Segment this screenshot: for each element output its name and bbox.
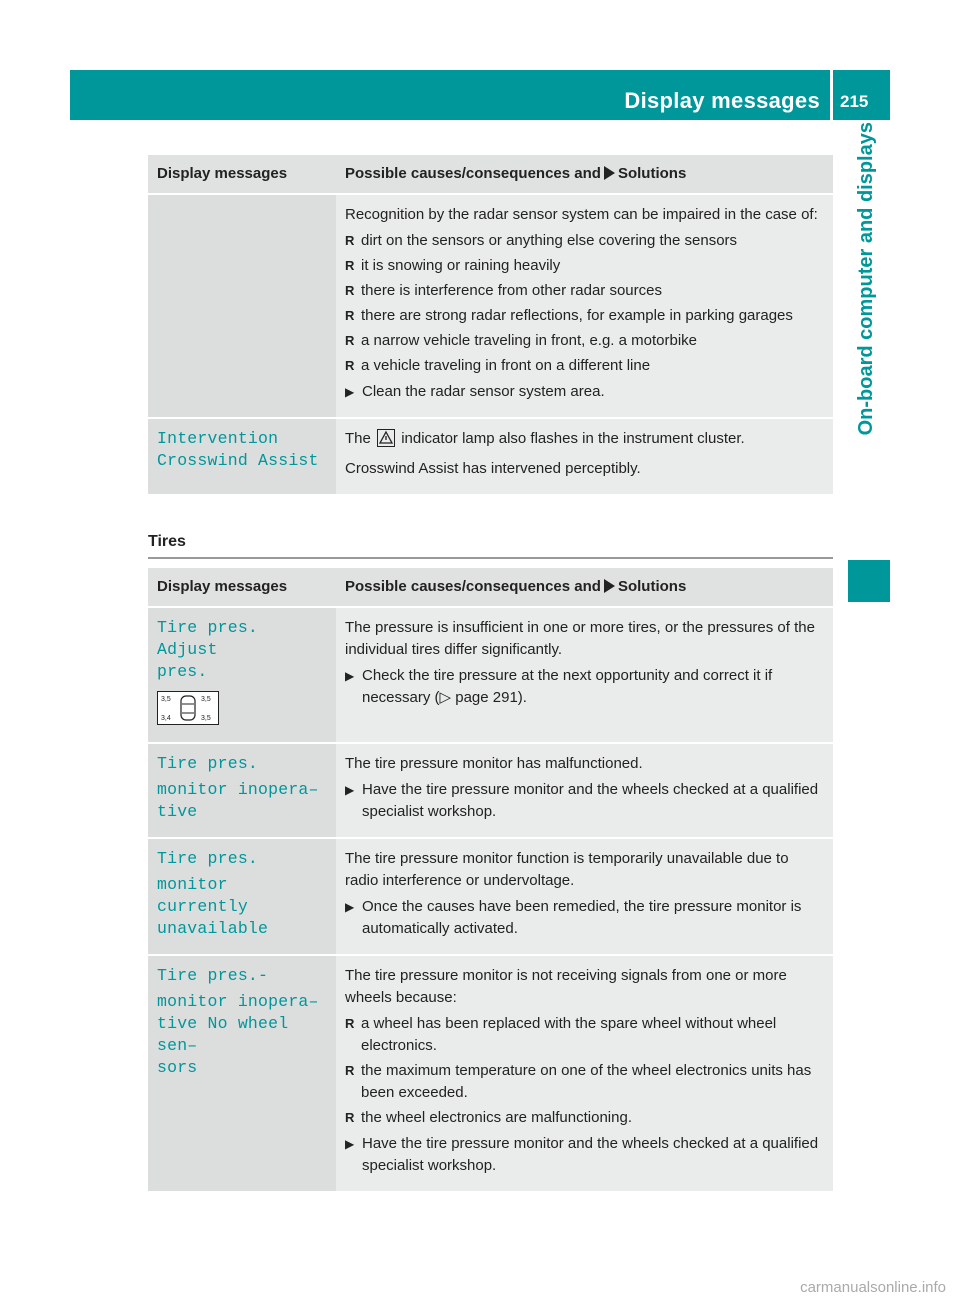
display-message-line: sors xyxy=(157,1058,198,1077)
list-item-text: dirt on the sensors or anything else covering the sensors xyxy=(361,232,738,249)
table-row-radar xyxy=(148,194,833,418)
message-cell-crosswind xyxy=(148,418,336,495)
pressure-rear-right: 3,5 xyxy=(201,715,211,722)
display-message-line: tive xyxy=(157,802,198,821)
crosswind-text-2: Crosswind Assist has intervened perceptibly. xyxy=(345,460,641,477)
display-message xyxy=(157,753,328,823)
bullet-icon: R xyxy=(345,358,355,373)
display-message-line: monitor currently xyxy=(157,875,248,916)
list-item xyxy=(345,1013,825,1057)
bullet-icon: R xyxy=(345,333,355,348)
causes-cell xyxy=(336,607,833,743)
display-message-line: Crosswind Assist xyxy=(157,451,319,470)
display-message-line: tive No wheel sen– xyxy=(157,1014,289,1055)
list-item xyxy=(345,355,825,377)
list-item xyxy=(345,330,825,352)
list-item xyxy=(345,305,825,327)
table-header-row xyxy=(148,568,833,607)
column-header-solutions-text: Solutions xyxy=(617,578,687,595)
pressure-front-left: 3,5 xyxy=(161,696,171,703)
side-marker-block xyxy=(848,560,890,602)
table-row-crosswind xyxy=(148,418,833,495)
cause-text: The pressure is insufficient in one or more tires, or the pressures of the individual tires differ significantly. xyxy=(345,619,815,658)
list-item-text: the maximum temperature on one of the wheel electronics units has been exceeded. xyxy=(361,1062,812,1101)
table-row xyxy=(148,838,833,955)
action-text: Check the tire pressure at the next opportunity and correct it if necessary (▷ page 291). xyxy=(362,667,773,706)
side-tab xyxy=(843,122,890,552)
bullet-icon: R xyxy=(345,283,355,298)
header-divider xyxy=(830,70,833,120)
display-message xyxy=(157,965,328,1079)
display-message-line: Tire pres. xyxy=(157,754,259,773)
section-heading-tires: Tires xyxy=(148,533,833,559)
radar-intro: Recognition by the radar sensor system can be impaired in the case of: xyxy=(345,206,818,223)
causes-cell xyxy=(336,838,833,955)
action-item xyxy=(345,779,825,823)
causes-cell xyxy=(336,743,833,838)
column-header-messages: Display messages xyxy=(148,568,336,607)
warning-lamp-icon xyxy=(377,429,395,447)
crosswind-text-post: indicator lamp also flashes in the instrument cluster. xyxy=(401,430,745,447)
message-cell-empty xyxy=(148,194,336,418)
display-message xyxy=(157,428,328,472)
pressure-rear-left: 3,4 xyxy=(161,715,171,722)
action-arrow-icon: ▶ xyxy=(345,900,355,914)
table-row xyxy=(148,955,833,1192)
cause-text: The tire pressure monitor is not receiving signals from one or more wheels because: xyxy=(345,967,787,1006)
side-tab-label: On-board computer and displays xyxy=(855,122,877,436)
column-header-causes-text: Possible causes/consequences and xyxy=(345,165,601,182)
message-cell xyxy=(148,743,336,838)
pressure-front-right: 3,5 xyxy=(201,696,211,703)
action-item xyxy=(345,1133,825,1177)
action-arrow-icon: ▶ xyxy=(345,669,355,683)
action-arrow-icon: ▶ xyxy=(345,1137,355,1151)
display-message-line: Intervention xyxy=(157,429,279,448)
list-item-text: a vehicle traveling in front on a different line xyxy=(361,357,651,374)
list-item xyxy=(345,280,825,302)
display-message xyxy=(157,617,328,683)
list-item xyxy=(345,230,825,252)
message-cell xyxy=(148,955,336,1192)
display-message xyxy=(157,848,328,940)
display-message-line: Tire pres.- xyxy=(157,966,269,985)
column-header-causes xyxy=(336,568,833,607)
arrow-right-icon xyxy=(604,579,615,593)
bullet-icon: R xyxy=(345,258,355,273)
page-title: Display messages xyxy=(624,88,820,113)
display-messages-table-1 xyxy=(148,155,833,496)
display-message-line: monitor inopera– xyxy=(157,780,319,799)
message-cell xyxy=(148,607,336,743)
display-message-line: Tire pres. xyxy=(157,849,259,868)
list-item xyxy=(345,1060,825,1104)
list-item-text: it is snowing or raining heavily xyxy=(361,257,561,274)
causes-cell-radar xyxy=(336,194,833,418)
crosswind-text xyxy=(345,428,825,450)
action-text: Clean the radar sensor system area. xyxy=(362,383,605,400)
bullet-icon: R xyxy=(345,308,355,323)
action-text: Have the tire pressure monitor and the wheels checked at a qualified specialist workshop. xyxy=(362,781,819,820)
display-message-line: Tire pres. Adjust xyxy=(157,618,259,659)
display-message-line: pres. xyxy=(157,662,208,681)
list-item xyxy=(345,1107,825,1129)
bullet-icon: R xyxy=(345,1063,355,1078)
action-item xyxy=(345,665,825,709)
cause-text: The tire pressure monitor function is temporarily unavailable due to radio interference or undervoltage. xyxy=(345,850,789,889)
column-header-solutions-text: Solutions xyxy=(617,165,687,182)
watermark: carmanualsonline.info xyxy=(800,1279,946,1296)
column-header-causes xyxy=(336,155,833,194)
action-item xyxy=(345,381,825,403)
list-item-text: the wheel electronics are malfunctioning. xyxy=(361,1109,632,1126)
list-item xyxy=(345,255,825,277)
display-messages-table-tires xyxy=(148,568,833,1193)
header-bar xyxy=(70,70,890,120)
column-header-causes-text: Possible causes/consequences and xyxy=(345,578,601,595)
bullet-icon: R xyxy=(345,1016,355,1031)
crosswind-text-pre: The xyxy=(345,430,371,447)
arrow-right-icon xyxy=(604,166,615,180)
table-row xyxy=(148,607,833,743)
display-message-line: monitor inopera– xyxy=(157,992,319,1011)
list-item-text: there is interference from other radar sources xyxy=(361,282,662,299)
bullet-icon: R xyxy=(345,1110,355,1125)
action-arrow-icon: ▶ xyxy=(345,783,355,797)
action-text: Have the tire pressure monitor and the wheels checked at a qualified specialist workshop. xyxy=(362,1135,819,1174)
causes-cell-crosswind xyxy=(336,418,833,495)
cause-text: The tire pressure monitor has malfunctioned. xyxy=(345,755,643,772)
list-item-text: there are strong radar reflections, for example in parking garages xyxy=(361,307,793,324)
table-row xyxy=(148,743,833,838)
action-text: Once the causes have been remedied, the tire pressure monitor is automatically activated. xyxy=(362,898,802,937)
tire-pressure-car-icon xyxy=(157,691,219,725)
page-number: 215 xyxy=(840,92,869,111)
list-item-text: a wheel has been replaced with the spare wheel without wheel electronics. xyxy=(361,1015,777,1054)
display-message-line: unavailable xyxy=(157,919,269,938)
action-item xyxy=(345,896,825,940)
table-header-row xyxy=(148,155,833,194)
causes-cell xyxy=(336,955,833,1192)
message-cell xyxy=(148,838,336,955)
action-arrow-icon: ▶ xyxy=(345,385,355,399)
bullet-icon: R xyxy=(345,233,355,248)
list-item-text: a narrow vehicle traveling in front, e.g. a motorbike xyxy=(361,332,697,349)
column-header-messages: Display messages xyxy=(148,155,336,194)
